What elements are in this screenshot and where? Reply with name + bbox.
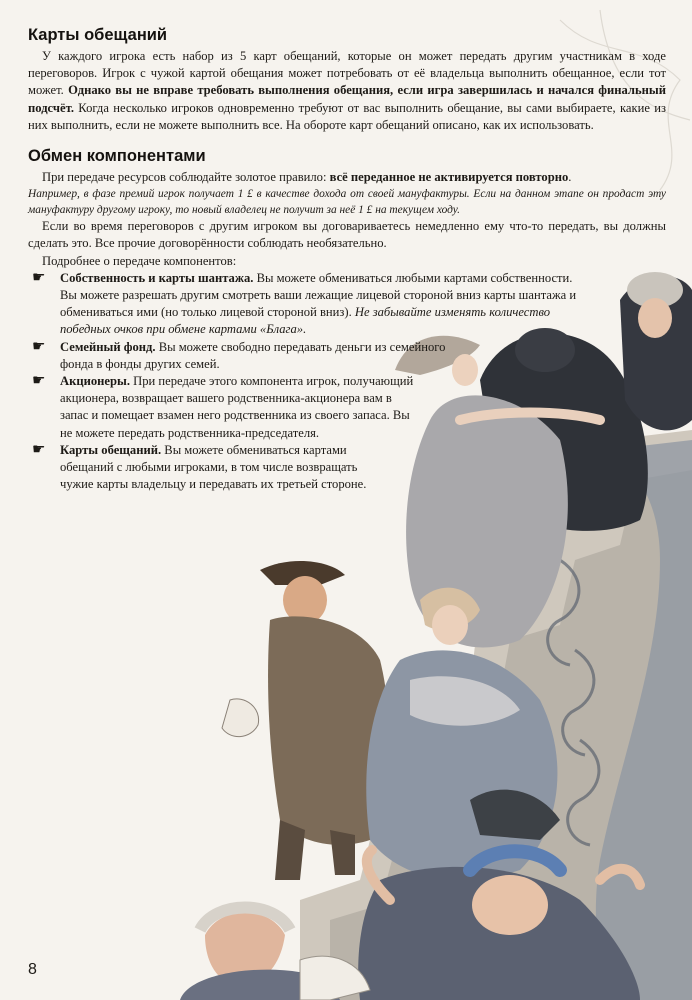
- component-list: [28, 270, 666, 494]
- pointing-hand-icon: ☛: [32, 269, 46, 286]
- list-item: ☛ Акционеры. При передаче этого компонента игрок, получающий акционера, возвращает вашего родственника-акционера вам в запас и помещает взамен него родственника из своего запаса. Вы не можете передать родственника-председателя.: [32, 373, 414, 440]
- promise-cards-section: [28, 26, 666, 134]
- list-item: ☛ Собственность и карты шантажа. Вы можете обмениваться любыми картами собственности. Вы можете разрешать другим смотреть ваши лежащие лицевой стороной вниз карты шантажа и обмениваться ими (но только лицевой стороной вниз). Не забывайте изменять количество победных очков при обмене картами «Блага».: [32, 269, 577, 337]
- list-item: ☛ Карты обещаний. Вы можете обмениваться картами обещаний с любыми игроками, в том числе возвращать чужие карты владельцу и передавать их третьей стороне.: [32, 441, 367, 492]
- pointing-hand-icon: ☛: [32, 373, 46, 390]
- details-intro: Подробнее о передаче компонентов:: [42, 253, 237, 268]
- immediate-transfer-paragraph: Если во время переговоров с другим игроком вы договариваетесь немедленно ему что-то передать, вы должны сделать это. Все прочие договорённости соблюдать необязательно.: [28, 219, 666, 251]
- page-number: 8: [28, 961, 37, 978]
- promise-cards-paragraph: У каждого игрока есть набор из 5 карт обещаний, которые он может передать другим участникам в ходе переговоров. Игрок с чужой картой обещания может потребовать от её владельца выполнить обещанное, если тот может. Однако вы не вправе требовать выполнения обещания, если игра завершилась и начался финальный подсчёт. Когда несколько игроков одновременно требуют от вас выполнить обещание, вы сами выбираете, какие из них выполнить, если не можете выполнить все. На обороте карт обещаний описано, как их использовать.: [28, 49, 666, 132]
- section-title: Карты обещаний: [28, 26, 168, 44]
- golden-rule-paragraph: При передаче ресурсов соблюдайте золотое правило: всё переданное не активируется повторно.: [42, 170, 572, 185]
- pointing-hand-icon: ☛: [32, 441, 46, 458]
- page-content: [28, 26, 666, 493]
- pointing-hand-icon: ☛: [32, 338, 46, 355]
- example-text: Например, в фазе премий игрок получает 1 £ в качестве дохода от своей мануфактуры. Если на данном этапе он продаст эту мануфактуру другому игроку, то новый владелец не получит за неё 1 £ на текущем ходу.: [28, 188, 666, 217]
- component-exchange-section: [28, 147, 666, 493]
- section-title: Обмен компонентами: [28, 147, 206, 166]
- list-item: ☛ Семейный фонд. Вы можете свободно передавать деньги из семейного фонда в фонды других семей.: [32, 338, 446, 371]
